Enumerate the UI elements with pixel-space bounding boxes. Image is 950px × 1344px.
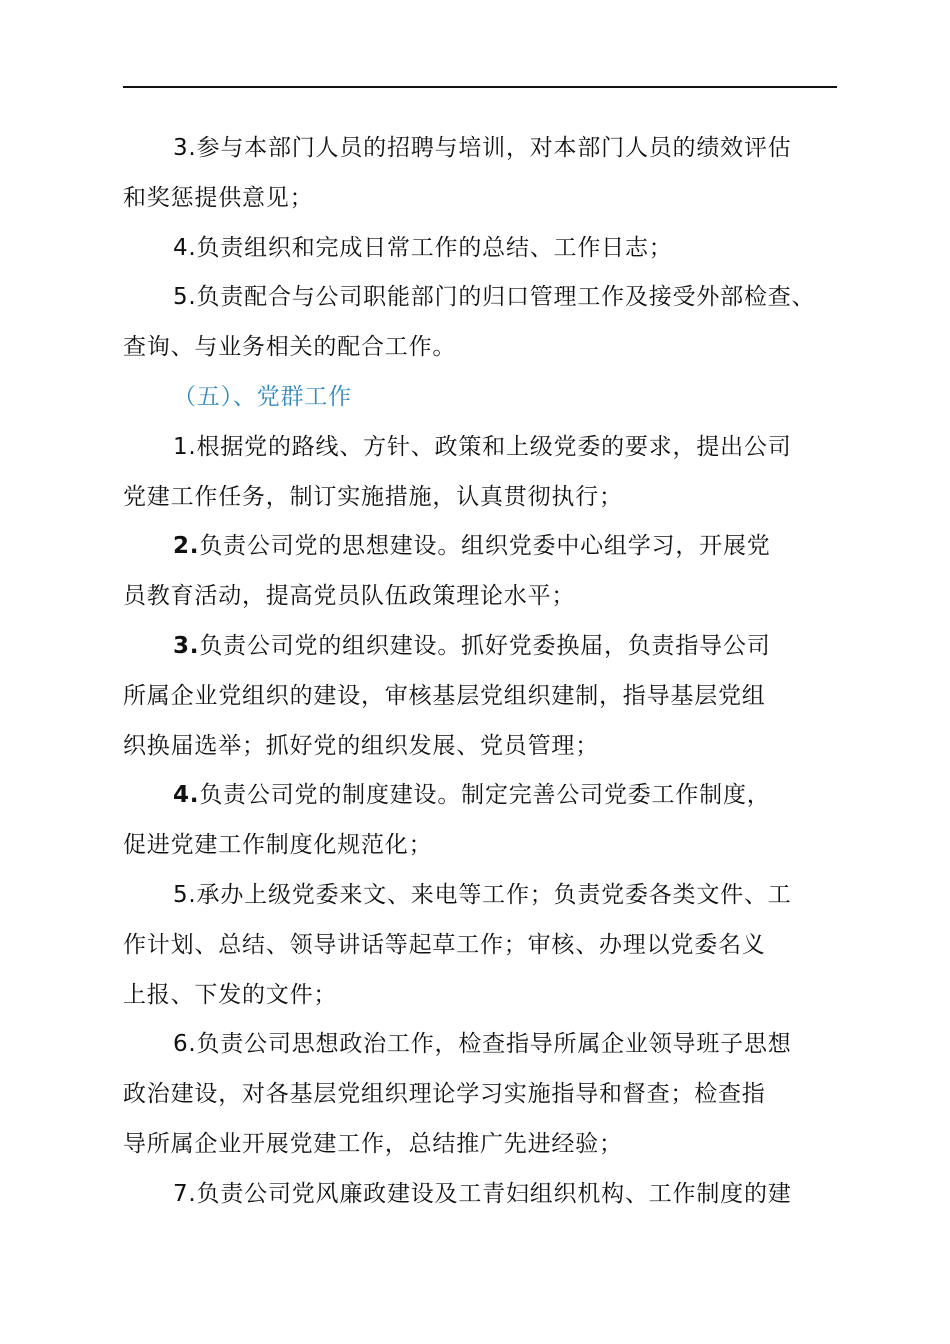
- paragraph: [123, 124, 837, 224]
- line-text: 4.负责组织和完成日常工作的总结、工作日志；: [173, 234, 673, 261]
- paragraph: [123, 1020, 837, 1169]
- text-line: [123, 1170, 837, 1220]
- paragraph: [123, 622, 837, 771]
- line-text: 3.参与本部门人员的招聘与培训，对本部门人员的绩效评估: [173, 135, 792, 161]
- text-line: [123, 423, 837, 473]
- text-line: [123, 622, 837, 672]
- text-line: [123, 174, 837, 224]
- item-number: 2.: [173, 533, 200, 560]
- paragraph: [123, 1170, 837, 1220]
- line-text: 负责公司党的组织建设。抓好党委换届，负责指导公司: [199, 632, 771, 659]
- line-text: 导所属企业开展党建工作，总结推广先进经验；: [123, 1130, 623, 1157]
- line-text: 所属企业党组织的建设，审核基层党组织建制，指导基层党组: [123, 682, 766, 709]
- text-line: [123, 124, 837, 174]
- line-text: 党建工作任务，制订实施措施，认真贯彻执行；: [123, 483, 623, 510]
- text-line: [123, 224, 837, 274]
- line-text: 政治建设，对各基层党组织理论学习实施指导和督查；检查指: [123, 1081, 766, 1108]
- text-line: [123, 1120, 837, 1170]
- text-line: [123, 1020, 837, 1070]
- paragraph: [123, 522, 837, 622]
- text-line: [123, 871, 837, 921]
- line-text: 作计划、总结、领导讲话等起草工作；审核、办理以党委名义: [123, 931, 766, 958]
- line-text: 6.负责公司思想政治工作，检查指导所属企业领导班子思想: [173, 1031, 792, 1058]
- line-text: 负责公司党的制度建设。制定完善公司党委工作制度，: [199, 782, 771, 809]
- line-text: 织换届选举；抓好党的组织发展、党员管理；: [123, 732, 599, 759]
- paragraph: [123, 771, 837, 871]
- text-line: [123, 323, 837, 373]
- line-text: 和奖惩提供意见；: [123, 184, 314, 211]
- paragraph: [123, 423, 837, 523]
- text-line: [123, 1070, 837, 1120]
- text-line: [123, 273, 837, 323]
- text-line: [123, 722, 837, 772]
- text-line: [123, 971, 837, 1021]
- paragraph: [123, 224, 837, 274]
- paragraph: [123, 871, 837, 1020]
- line-text: 1.根据党的路线、方针、政策和上级党委的要求，提出公司: [173, 433, 792, 460]
- text-line: [123, 672, 837, 722]
- text-line: [123, 921, 837, 971]
- text-line: [123, 522, 837, 572]
- text-line: [123, 373, 837, 423]
- line-text: （五）、党群工作: [173, 383, 352, 410]
- line-text: 员教育活动，提高党员队伍政策理论水平；: [123, 583, 576, 610]
- text-line: [123, 473, 837, 523]
- line-text: 5.承办上级党委来文、来电等工作；负责党委各类文件、工: [173, 881, 792, 908]
- line-text: 上报、下发的文件；: [123, 981, 338, 1008]
- line-text: 促进党建工作制度化规范化；: [123, 832, 433, 859]
- text-line: [123, 771, 837, 821]
- paragraph: [123, 273, 837, 373]
- header-rule: [123, 86, 837, 88]
- text-line: [123, 821, 837, 871]
- line-text: 7.负责公司党风廉政建设及工青妇组织机构、工作制度的建: [173, 1180, 792, 1207]
- line-text: 负责公司党的思想建设。组织党委中心组学习，开展党: [199, 533, 771, 560]
- text-line: [123, 572, 837, 622]
- line-text: 查询、与业务相关的配合工作。: [123, 334, 457, 361]
- document-body: [123, 124, 837, 1220]
- section-heading: [123, 373, 837, 423]
- item-number: 4.: [173, 782, 200, 809]
- line-text: 5.负责配合与公司职能部门的归口管理工作及接受外部检查、: [173, 284, 816, 311]
- item-number: 3.: [173, 632, 200, 659]
